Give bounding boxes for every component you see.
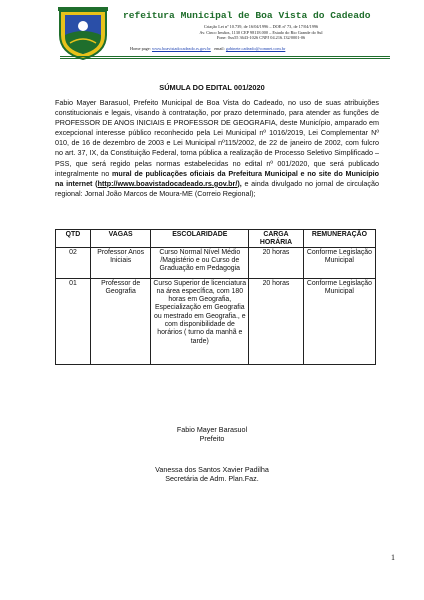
letterhead-title: refeitura Municipal de Boa Vista do Cadeado	[123, 10, 371, 21]
header-carga-horaria: CARGA HORÁRIA	[249, 230, 304, 248]
cell-carga: 20 horas	[249, 248, 304, 279]
body-bold-mural: mural de publicações oficiais da Prefeitura Municipal e no site do Município na internet	[55, 168, 379, 188]
signature-mayor-name: Fabio Mayer Barasuol	[176, 425, 248, 434]
home-page-link[interactable]: www.boavistadocadeado.rs.gov.br	[151, 46, 211, 51]
vacancies-table	[55, 229, 376, 365]
cell-escolaridade: Curso Normal Nível Médio /Magistério e ou Curso de Graduação em Pedagogia	[151, 248, 249, 279]
body-close-paren: ),	[237, 178, 242, 188]
cell-vaga: Professor de Geografia	[90, 279, 151, 365]
municipal-crest-icon	[56, 5, 110, 61]
letterhead-contact	[130, 46, 285, 51]
document-title: SÚMULA DO EDITAL 001/2020	[159, 83, 265, 92]
body-paragraph	[55, 98, 379, 199]
cell-remuneracao: Conforme Legislação Municipal	[303, 279, 375, 365]
email-label: email:	[214, 46, 225, 51]
page-number: 1	[391, 553, 395, 562]
body-open-paren: (	[92, 178, 98, 188]
header-qtd: QTD	[56, 230, 91, 248]
cell-remuneracao: Conforme Legislação Municipal	[303, 248, 375, 279]
table-row	[56, 248, 376, 279]
cell-qtd: 02	[56, 248, 91, 279]
letterhead-creation-law: Criação Lei nº 10.739, de 16/04/1996 – DOE nº 73, de 17/04/1996	[203, 24, 319, 29]
signature-secretary-name: Vanessa dos Santos Xavier Padilha	[155, 465, 269, 474]
table-header-row	[56, 230, 376, 248]
cell-qtd: 01	[56, 279, 91, 365]
letterhead-divider-thin	[60, 58, 390, 59]
header-remuneracao: REMUNERAÇÃO	[303, 230, 375, 248]
home-page-label: Home page:	[130, 46, 151, 51]
body-site-link[interactable]: http://www.boavistadocadeado.rs.gov.br/	[97, 178, 238, 188]
body-end: e ainda divulgado no jornal de circulação regional: Jornal João Marcos de Moura-ME (Correio Regional);	[55, 178, 380, 198]
header-escolaridade: ESCOLARIDADE	[151, 230, 249, 248]
signature-mayor-role: Prefeito	[199, 434, 225, 443]
letterhead-address: Av. Cinco Irmãos, 1130 CEP 98118.000 – Estado do Rio Grande do Sul	[199, 29, 323, 35]
cell-vaga: Professor Anos Iniciais	[90, 248, 151, 279]
table-row	[56, 279, 376, 365]
cell-escolaridade: Curso Superior de licenciatura na área específica, com 180 horas em Geografia, Especialização em Geografia ou mestrado em Geografia., e com disponibilidade de horários ( turno da manhã e tarde)	[151, 279, 249, 365]
cell-carga: 20 horas	[249, 279, 304, 365]
body-intro: Fabio Mayer Barasuol, Prefeito Municipal de Boa Vista do Cadeado, no uso de suas atribuições constitucionais e legais, visando à contratação, por prazo determinado, para atender as funções de PROFESSOR DE ANOS INICIAIS E PROFESSOR DE GEOGRAFIA, deste Município, amparado em excepcional interesse público reconhecido pela Lei Municipal nº 1016/2019, Lei Complementar Nº 010, de 16 de dezembro de 2003 e Lei Municipal nº115/2002, de 22 de janeiro de 2002, com fulcro no art. 37, IX, da Constituição Federal, torna pública a realização de Processo Seletivo Simplificado – PSS, que será regido pelas normas estabelecidas no edital nº 001/2020, que será publicado integralmente no	[55, 98, 379, 178]
email-link[interactable]: gabinete.cadeado@comnet.com.br	[225, 46, 286, 51]
letterhead-phone-cnpj: Fone: 0xx55 3643-1026 CNPJ 04.216.132/0001-06	[216, 35, 306, 40]
signature-secretary-role: Secretária de Adm. Plan.Faz.	[165, 474, 259, 483]
header-vagas: VAGAS	[90, 230, 151, 248]
letterhead-divider	[60, 56, 390, 57]
